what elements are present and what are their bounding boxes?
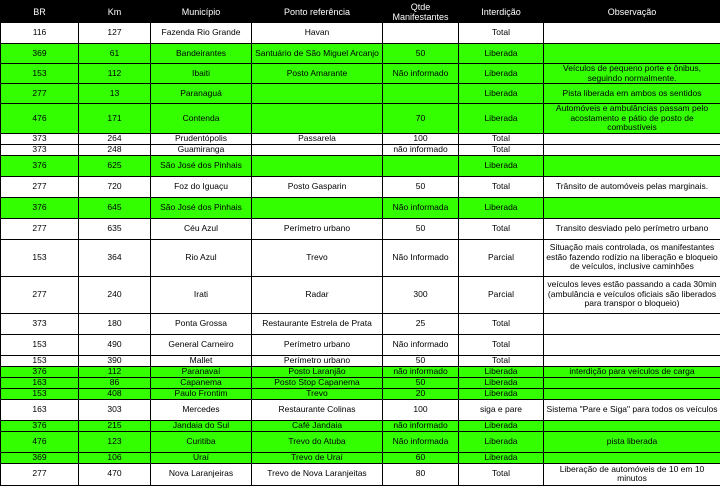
cell-observacao: veículos leves estão passando a cada 30min (ambulância e veículos oficiais são liberados para transpor o bloqueio) <box>544 276 720 313</box>
cell-municipio: Curitiba <box>151 431 252 452</box>
cell-km: 490 <box>79 334 151 355</box>
table-row <box>1 355 720 366</box>
cell-municipio: Nova Laranjeiras <box>151 463 252 485</box>
cell-qtde-manifestantes: Não informada <box>383 431 459 452</box>
table-row <box>1 104 720 134</box>
cell-observacao: Situação mais controlada, os manifestantes estão fazendo rodízio na liberação e bloqueio de veículos, inclusive caminhões <box>544 239 720 276</box>
cell-interdicao: Liberada <box>459 377 544 388</box>
cell-ponto-referencia: Perímetro urbano <box>252 218 383 239</box>
header-km: Km <box>79 1 151 23</box>
cell-qtde-manifestantes: 50 <box>383 218 459 239</box>
cell-municipio: São José dos Pinhais <box>151 197 252 218</box>
cell-km: 240 <box>79 276 151 313</box>
cell-br: 376 <box>1 420 79 431</box>
header-observacao: Observação <box>544 1 720 23</box>
cell-observacao: Trânsito de automóveis pelas marginais. <box>544 176 720 197</box>
cell-municipio: Paulo Frontim <box>151 388 252 399</box>
cell-municipio: Paranaguá <box>151 84 252 104</box>
cell-km: 303 <box>79 399 151 420</box>
table-row <box>1 313 720 334</box>
cell-km: 123 <box>79 431 151 452</box>
cell-observacao <box>544 144 720 155</box>
table-row <box>1 44 720 64</box>
cell-km: 720 <box>79 176 151 197</box>
table-row <box>1 133 720 144</box>
cell-municipio: Paranavaí <box>151 366 252 377</box>
cell-br: 376 <box>1 155 79 176</box>
header-row <box>1 1 720 23</box>
cell-br: 277 <box>1 176 79 197</box>
table-row <box>1 452 720 463</box>
cell-observacao <box>544 313 720 334</box>
cell-qtde-manifestantes: 50 <box>383 355 459 366</box>
cell-ponto-referencia: Santuário de São Miguel Arcanjo <box>252 44 383 64</box>
table-row <box>1 463 720 485</box>
cell-br: 153 <box>1 334 79 355</box>
cell-municipio: Rio Azul <box>151 239 252 276</box>
table-row <box>1 197 720 218</box>
cell-municipio: Fazenda Rio Grande <box>151 23 252 44</box>
cell-ponto-referencia <box>252 197 383 218</box>
table-row <box>1 84 720 104</box>
table-row <box>1 239 720 276</box>
cell-qtde-manifestantes <box>383 84 459 104</box>
cell-qtde-manifestantes: 50 <box>383 176 459 197</box>
cell-qtde-manifestantes: 20 <box>383 388 459 399</box>
cell-municipio: Foz do Iguaçu <box>151 176 252 197</box>
table-row <box>1 399 720 420</box>
cell-km: 645 <box>79 197 151 218</box>
cell-qtde-manifestantes: 100 <box>383 133 459 144</box>
cell-observacao <box>544 133 720 144</box>
cell-interdicao: Liberada <box>459 197 544 218</box>
cell-qtde-manifestantes: não informado <box>383 144 459 155</box>
cell-br: 369 <box>1 44 79 64</box>
cell-interdicao: Liberada <box>459 388 544 399</box>
cell-observacao: pista liberada <box>544 431 720 452</box>
cell-km: 215 <box>79 420 151 431</box>
cell-km: 106 <box>79 452 151 463</box>
table-row <box>1 276 720 313</box>
cell-interdicao: Total <box>459 313 544 334</box>
cell-ponto-referencia: Restaurante Colinas <box>252 399 383 420</box>
cell-interdicao: Total <box>459 133 544 144</box>
cell-br: 373 <box>1 313 79 334</box>
cell-km: 470 <box>79 463 151 485</box>
cell-km: 364 <box>79 239 151 276</box>
cell-ponto-referencia: Restaurante Estrela de Prata <box>252 313 383 334</box>
cell-ponto-referencia: Posto Amarante <box>252 64 383 84</box>
cell-ponto-referencia: Passarela <box>252 133 383 144</box>
cell-km: 86 <box>79 377 151 388</box>
cell-km: 408 <box>79 388 151 399</box>
cell-municipio: Mercedes <box>151 399 252 420</box>
cell-observacao <box>544 155 720 176</box>
cell-br: 376 <box>1 197 79 218</box>
cell-interdicao: Total <box>459 334 544 355</box>
cell-br: 373 <box>1 133 79 144</box>
cell-interdicao: Parcial <box>459 239 544 276</box>
cell-interdicao: Liberada <box>459 420 544 431</box>
cell-qtde-manifestantes: Não informado <box>383 64 459 84</box>
table-row <box>1 366 720 377</box>
cell-ponto-referencia <box>252 144 383 155</box>
table-row <box>1 334 720 355</box>
table-row <box>1 23 720 44</box>
table-row <box>1 144 720 155</box>
cell-br: 376 <box>1 366 79 377</box>
cell-qtde-manifestantes <box>383 155 459 176</box>
cell-municipio: Bandeirantes <box>151 44 252 64</box>
cell-br: 116 <box>1 23 79 44</box>
cell-interdicao: Liberada <box>459 44 544 64</box>
cell-br: 163 <box>1 377 79 388</box>
cell-km: 171 <box>79 104 151 134</box>
cell-observacao <box>544 334 720 355</box>
cell-observacao <box>544 388 720 399</box>
cell-qtde-manifestantes: 60 <box>383 452 459 463</box>
header-br: BR <box>1 1 79 23</box>
cell-km: 112 <box>79 64 151 84</box>
cell-interdicao: Total <box>459 23 544 44</box>
cell-observacao <box>544 355 720 366</box>
cell-km: 61 <box>79 44 151 64</box>
cell-interdicao: Liberada <box>459 104 544 134</box>
cell-municipio: Guamiranga <box>151 144 252 155</box>
cell-ponto-referencia: Posto Gasparin <box>252 176 383 197</box>
cell-br: 153 <box>1 388 79 399</box>
cell-qtde-manifestantes: não informado <box>383 366 459 377</box>
cell-observacao <box>544 197 720 218</box>
cell-municipio: São José dos Pinhais <box>151 155 252 176</box>
cell-municipio: Ponta Grossa <box>151 313 252 334</box>
cell-observacao: Veículos de pequeno porte e ônibus, seguindo normalmente. <box>544 64 720 84</box>
cell-interdicao: Total <box>459 355 544 366</box>
cell-qtde-manifestantes: 80 <box>383 463 459 485</box>
cell-observacao <box>544 420 720 431</box>
table-row <box>1 420 720 431</box>
cell-qtde-manifestantes: 70 <box>383 104 459 134</box>
header-municipio: Município <box>151 1 252 23</box>
cell-observacao: Automóveis e ambulâncias passam pelo acostamento e pátio de posto de combustíveis <box>544 104 720 134</box>
cell-municipio: Irati <box>151 276 252 313</box>
table-row <box>1 431 720 452</box>
cell-ponto-referencia: Trevo de Uraí <box>252 452 383 463</box>
cell-interdicao: Total <box>459 218 544 239</box>
cell-ponto-referencia: Perímetro urbano <box>252 355 383 366</box>
cell-qtde-manifestantes: 100 <box>383 399 459 420</box>
cell-br: 277 <box>1 276 79 313</box>
table-row <box>1 155 720 176</box>
cell-municipio: Jandaia do Sul <box>151 420 252 431</box>
cell-municipio: Capanema <box>151 377 252 388</box>
cell-observacao: interdição para veículos de carga <box>544 366 720 377</box>
cell-km: 390 <box>79 355 151 366</box>
cell-interdicao: Liberada <box>459 155 544 176</box>
cell-interdicao: Total <box>459 176 544 197</box>
cell-br: 476 <box>1 431 79 452</box>
table-row <box>1 176 720 197</box>
cell-observacao: Sistema "Pare e Siga" para todos os veículos <box>544 399 720 420</box>
cell-ponto-referencia <box>252 84 383 104</box>
cell-interdicao: Liberada <box>459 431 544 452</box>
cell-municipio: Contenda <box>151 104 252 134</box>
cell-qtde-manifestantes: Não Informado <box>383 239 459 276</box>
cell-interdicao: Liberada <box>459 64 544 84</box>
cell-observacao <box>544 377 720 388</box>
cell-ponto-referencia: Perímetro urbano <box>252 334 383 355</box>
cell-ponto-referencia: Trevo do Atuba <box>252 431 383 452</box>
cell-ponto-referencia: Posto Stop Capanema <box>252 377 383 388</box>
cell-br: 277 <box>1 84 79 104</box>
cell-interdicao: Parcial <box>459 276 544 313</box>
cell-municipio: Céu Azul <box>151 218 252 239</box>
table-row <box>1 388 720 399</box>
cell-municipio: Uraí <box>151 452 252 463</box>
header-ponto-referencia: Ponto referência <box>252 1 383 23</box>
cell-observacao: Transito desviado pelo perímetro urbano <box>544 218 720 239</box>
cell-qtde-manifestantes: Não informado <box>383 334 459 355</box>
cell-br: 163 <box>1 399 79 420</box>
cell-observacao <box>544 23 720 44</box>
cell-qtde-manifestantes <box>383 23 459 44</box>
cell-ponto-referencia: Radar <box>252 276 383 313</box>
cell-municipio: Ibaiti <box>151 64 252 84</box>
cell-ponto-referencia: Café Jandaia <box>252 420 383 431</box>
cell-km: 180 <box>79 313 151 334</box>
cell-ponto-referencia <box>252 155 383 176</box>
cell-br: 369 <box>1 452 79 463</box>
cell-observacao: Pista liberada em ambos os sentidos <box>544 84 720 104</box>
cell-br: 153 <box>1 239 79 276</box>
cell-ponto-referencia: Trevo <box>252 239 383 276</box>
cell-qtde-manifestantes: 25 <box>383 313 459 334</box>
cell-interdicao: siga e pare <box>459 399 544 420</box>
cell-ponto-referencia: Posto Laranjão <box>252 366 383 377</box>
cell-br: 476 <box>1 104 79 134</box>
cell-interdicao: Liberada <box>459 452 544 463</box>
cell-municipio: General Carneiro <box>151 334 252 355</box>
cell-br: 277 <box>1 463 79 485</box>
cell-qtde-manifestantes: 300 <box>383 276 459 313</box>
cell-br: 153 <box>1 64 79 84</box>
table-row <box>1 377 720 388</box>
cell-municipio: Prudentópolis <box>151 133 252 144</box>
table-row <box>1 218 720 239</box>
cell-municipio: Mallet <box>151 355 252 366</box>
header-interdicao: Interdição <box>459 1 544 23</box>
cell-ponto-referencia: Havan <box>252 23 383 44</box>
cell-qtde-manifestantes: Não informada <box>383 197 459 218</box>
cell-km: 264 <box>79 133 151 144</box>
cell-ponto-referencia: Trevo de Nova Laranjeitas <box>252 463 383 485</box>
cell-br: 153 <box>1 355 79 366</box>
cell-ponto-referencia: Trevo <box>252 388 383 399</box>
cell-interdicao: Total <box>459 144 544 155</box>
cell-km: 248 <box>79 144 151 155</box>
cell-km: 112 <box>79 366 151 377</box>
cell-observacao <box>544 44 720 64</box>
table-row <box>1 64 720 84</box>
cell-qtde-manifestantes: 50 <box>383 377 459 388</box>
cell-interdicao: Liberada <box>459 84 544 104</box>
cell-br: 277 <box>1 218 79 239</box>
cell-observacao <box>544 452 720 463</box>
cell-qtde-manifestantes: 50 <box>383 44 459 64</box>
header-qtde-manifestantes: Qtde Manifestantes <box>383 1 459 23</box>
cell-km: 13 <box>79 84 151 104</box>
cell-km: 127 <box>79 23 151 44</box>
cell-interdicao: Liberada <box>459 366 544 377</box>
cell-km: 635 <box>79 218 151 239</box>
cell-interdicao: Total <box>459 463 544 485</box>
cell-observacao: Liberação de automóveis de 10 em 10 minutos <box>544 463 720 485</box>
cell-br: 373 <box>1 144 79 155</box>
cell-qtde-manifestantes: não informado <box>383 420 459 431</box>
cell-ponto-referencia <box>252 104 383 134</box>
cell-km: 625 <box>79 155 151 176</box>
